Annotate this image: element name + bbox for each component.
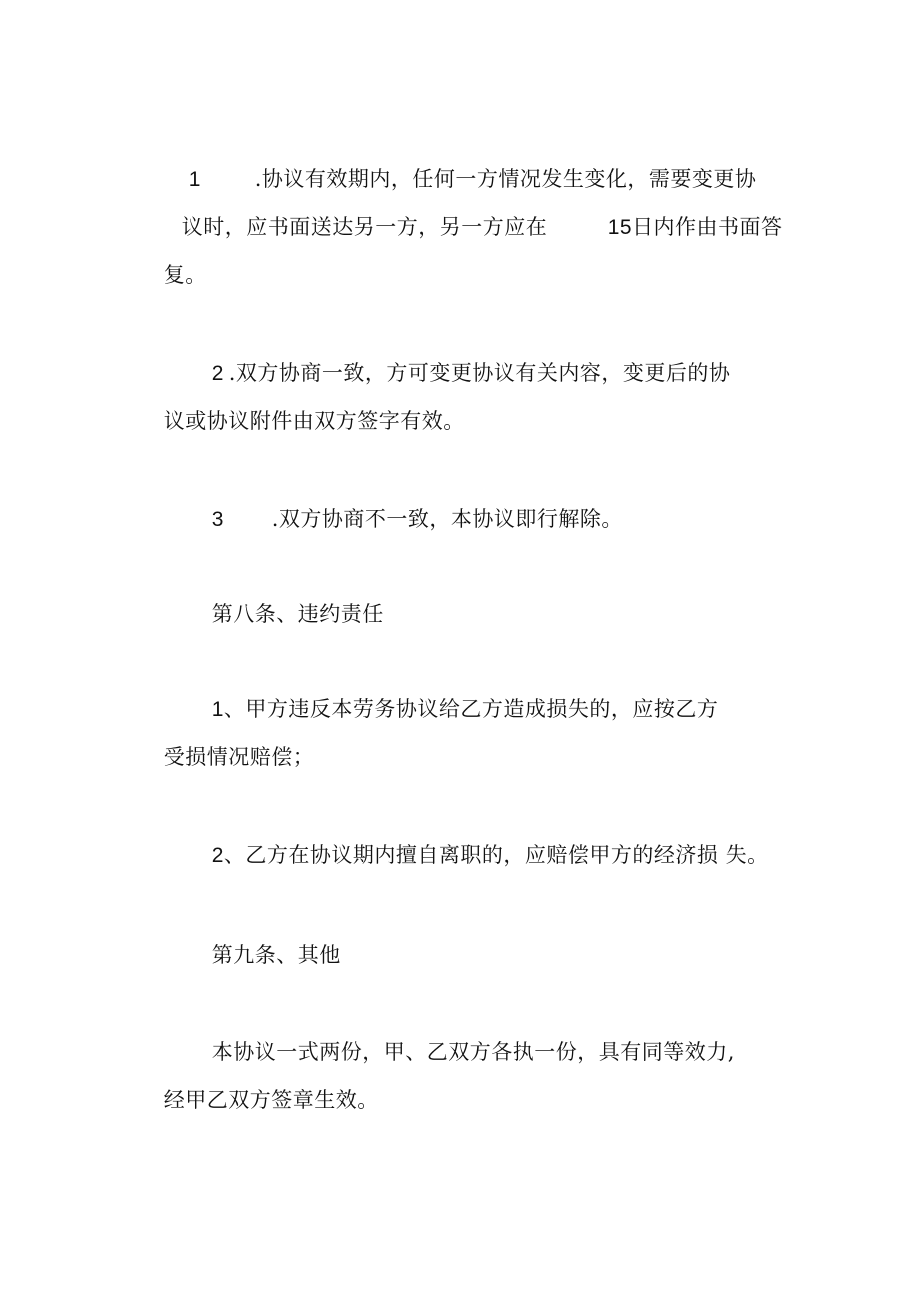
clause-3-text-1: .双方协商不一致，本协议即行解除。 bbox=[271, 507, 623, 531]
article-9-text-2: 经甲乙双方签章生效。 bbox=[163, 1088, 379, 1112]
clause-3-line-1-text bbox=[243, 477, 623, 561]
article-9-text-1: 本协议一式两份，甲、乙双方各执一份，具有同等效力, bbox=[211, 1040, 735, 1064]
clause-1-line-3 bbox=[135, 233, 207, 317]
clause-3-number: 3 bbox=[211, 508, 224, 531]
article-8-heading-text: 第八条、违约责任 bbox=[211, 602, 384, 626]
clause-1-line-2 bbox=[153, 185, 547, 269]
article-8-item-2-text-1: 、乙方在协议期内擅自离职的，应赔偿甲方的经济损 失。 bbox=[223, 843, 769, 867]
clause-1-text-3: 复。 bbox=[163, 263, 207, 287]
article-8-item-1-number: 1 bbox=[211, 698, 224, 721]
article-9-line-2 bbox=[135, 1058, 379, 1142]
clause-2-text-2: 议或协议附件由双方签字有效。 bbox=[163, 409, 465, 433]
clause-1-number: 1 bbox=[188, 168, 201, 191]
article-9-heading-text: 第九条、其他 bbox=[211, 943, 341, 967]
clause-1-text-2a: 议时，应书面送达另一方，另一方应在 bbox=[181, 215, 548, 239]
clause-2-line-2 bbox=[135, 379, 465, 463]
article-8-item-1-text-1: 、甲方违反本劳务协议给乙方造成损失的，应按乙方 bbox=[223, 697, 719, 721]
clause-2-number: 2 bbox=[211, 362, 224, 385]
clause-1-days-number: 15 bbox=[607, 216, 633, 239]
article-9-heading bbox=[183, 913, 341, 997]
clause-1-text-1: .协议有效期内，任何一方情况发生变化，需要变更协 bbox=[254, 167, 757, 191]
article-8-item-1-text-2: 受损情况赔偿； bbox=[163, 745, 315, 769]
article-8-item-2-number: 2 bbox=[211, 844, 224, 867]
clause-1-line-2-right bbox=[579, 185, 783, 270]
clause-1-text-2b: 日内作由书面答 bbox=[632, 215, 783, 239]
clause-2-text-1: .双方协商一致，方可变更协议有关内容，变更后的协 bbox=[228, 361, 731, 385]
article-8-item-2-line-1 bbox=[183, 813, 769, 898]
article-8-item-1-line-2 bbox=[135, 715, 314, 799]
article-8-heading bbox=[183, 572, 384, 656]
clause-3-line-1 bbox=[183, 477, 224, 562]
